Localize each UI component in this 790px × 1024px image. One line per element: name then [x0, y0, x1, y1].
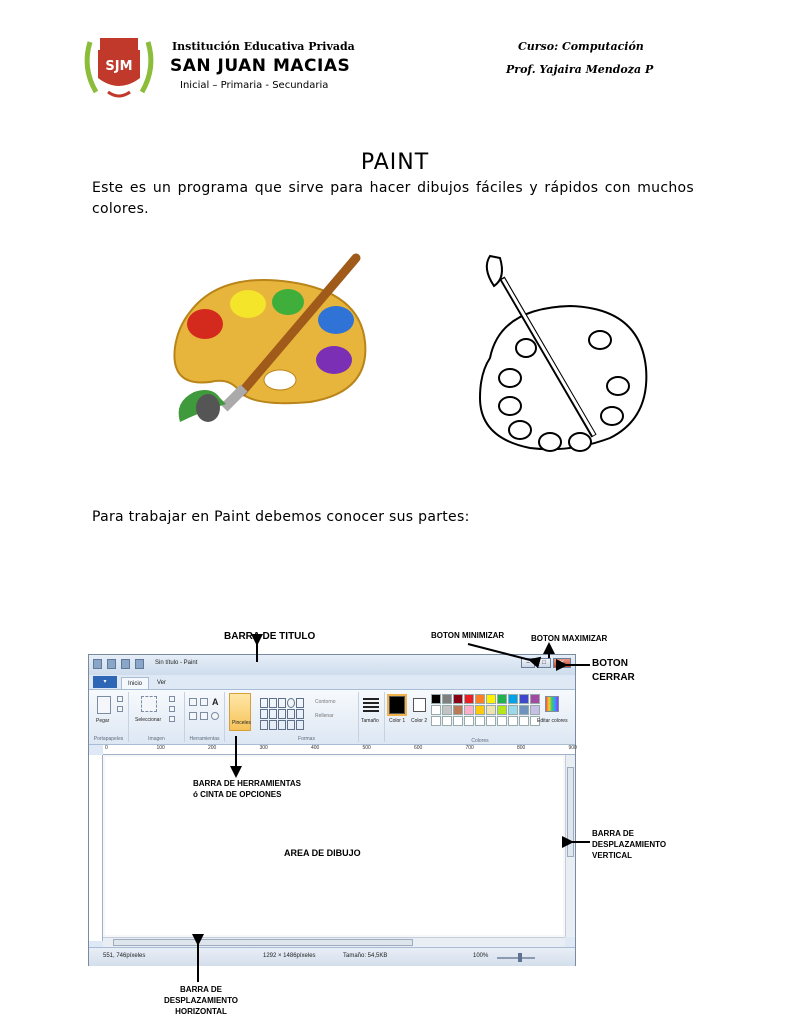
- vertical-ruler: [89, 755, 103, 941]
- label-toolbar-line2: ó CINTA DE OPCIONES: [193, 790, 282, 799]
- copy-icon[interactable]: [117, 706, 123, 712]
- group-portapapeles: [89, 692, 129, 742]
- status-bar: [89, 947, 575, 966]
- file-menu-button[interactable]: ▾: [93, 676, 117, 688]
- color2-label[interactable]: Color 2: [411, 718, 428, 724]
- palette-swatch[interactable]: [497, 694, 507, 704]
- redo-icon[interactable]: [135, 659, 144, 669]
- ruler-mark: 400: [311, 745, 320, 751]
- ruler-mark: 800: [517, 745, 526, 751]
- color-palette[interactable]: [431, 694, 540, 726]
- palette-swatch-empty[interactable]: [475, 716, 485, 726]
- group-size: [359, 692, 385, 742]
- paste-button-label[interactable]: Pegar: [96, 718, 110, 724]
- palette-swatch[interactable]: [519, 705, 529, 715]
- color1-label[interactable]: Color 1: [389, 718, 406, 724]
- close-button[interactable]: ✕: [553, 658, 571, 668]
- institution-type: Institución Educativa Privada: [172, 40, 355, 53]
- logo-text: SJM: [105, 59, 133, 74]
- ruler-mark: 900: [568, 745, 577, 751]
- palette-swatch[interactable]: [442, 694, 452, 704]
- window-controls: [521, 658, 571, 668]
- group-herramientas: [185, 692, 225, 742]
- rotate-icon[interactable]: [169, 716, 175, 722]
- palette-swatch-empty[interactable]: [431, 716, 441, 726]
- palette-swatch[interactable]: [431, 694, 441, 704]
- palette-swatch[interactable]: [508, 694, 518, 704]
- paint-window: [88, 654, 576, 966]
- image-dimensions: 1292 × 1486píxeles: [263, 953, 316, 959]
- palette-swatch[interactable]: [486, 694, 496, 704]
- school-logo: [80, 34, 158, 100]
- label-maximize: BOTON MAXIMIZAR: [531, 634, 608, 643]
- palette-swatch[interactable]: [497, 705, 507, 715]
- group-label-formas: Formas: [298, 736, 315, 742]
- label-hscroll-line2: HORIZONTAL: [175, 1007, 227, 1016]
- paste-icon[interactable]: [97, 696, 111, 714]
- ruler-mark: 300: [259, 745, 268, 751]
- horizontal-scrollbar-thumb[interactable]: [113, 939, 413, 946]
- group-formas: [255, 692, 359, 742]
- palette-swatch[interactable]: [475, 705, 485, 715]
- palette-swatch[interactable]: [530, 705, 540, 715]
- paint-app-icon: [93, 659, 102, 669]
- zoom-level: 100%: [473, 953, 489, 959]
- color-palette-image: [160, 252, 370, 432]
- group-label-portapapeles: Portapapeles: [93, 736, 124, 742]
- file-size: Tamaño: 54,5KB: [343, 953, 388, 959]
- outline-button[interactable]: Contorno: [315, 699, 336, 705]
- tab-inicio[interactable]: Inicio: [121, 677, 149, 689]
- undo-icon[interactable]: [121, 659, 130, 669]
- palette-swatch[interactable]: [519, 694, 529, 704]
- label-vertical-scrollbar: [592, 828, 666, 861]
- label-horizontal-scrollbar: [146, 984, 256, 1017]
- label-vscroll-line3: VERTICAL: [592, 851, 632, 860]
- title-bar[interactable]: [89, 655, 575, 675]
- label-minimize: BOTON MINIMIZAR: [431, 631, 505, 640]
- resize-icon[interactable]: [169, 706, 175, 712]
- minimize-button[interactable]: –: [521, 658, 535, 668]
- label-title-bar: BARRA DE TITULO: [224, 631, 316, 642]
- palette-swatch[interactable]: [464, 705, 474, 715]
- label-vscroll-line2: DESPLAZAMIENTO: [592, 840, 667, 849]
- palette-swatch-empty[interactable]: [519, 716, 529, 726]
- page-title: PAINT: [360, 150, 430, 175]
- brushes-button[interactable]: [229, 693, 251, 731]
- intro-paragraph: Este es un programa que sirve para hacer dibujos fáciles y rápidos con muchos colores.: [92, 180, 694, 217]
- color2-swatch[interactable]: [413, 698, 426, 712]
- cut-icon[interactable]: [117, 696, 123, 702]
- size-icon[interactable]: [363, 698, 379, 712]
- group-label-imagen: Imagen: [148, 736, 165, 742]
- ribbon-tabs: [89, 675, 575, 689]
- eraser-icon[interactable]: [189, 712, 197, 720]
- shapes-gallery[interactable]: [260, 698, 304, 732]
- maximize-button[interactable]: □: [537, 658, 551, 668]
- teacher-label: Prof. Yajaira Mendoza P: [506, 63, 654, 76]
- zoom-slider-knob[interactable]: [518, 953, 522, 962]
- palette-swatch[interactable]: [431, 705, 441, 715]
- label-hscroll-line1: BARRA DE DESPLAZAMIENTO: [163, 985, 239, 1005]
- ruler-mark: 500: [362, 745, 371, 751]
- quick-access-toolbar: [93, 659, 144, 669]
- label-close: [592, 657, 635, 685]
- save-icon[interactable]: [107, 659, 116, 669]
- zoom-slider[interactable]: [497, 957, 535, 959]
- ruler-mark: 200: [208, 745, 217, 751]
- palette-swatch-empty[interactable]: [486, 716, 496, 726]
- palette-swatch[interactable]: [453, 694, 463, 704]
- select-button-label[interactable]: Seleccionar: [135, 717, 162, 723]
- group-imagen: [129, 692, 185, 742]
- size-button-label[interactable]: Tamaño: [361, 718, 379, 724]
- course-label: Curso: Computación: [518, 40, 644, 53]
- palette-swatch-empty[interactable]: [453, 716, 463, 726]
- group-label-herramientas: Herramientas: [189, 736, 220, 742]
- school-name: SAN JUAN MACIAS: [170, 56, 351, 76]
- ruler-mark: 0: [105, 745, 108, 751]
- palette-swatch-empty[interactable]: [442, 716, 452, 726]
- edit-colors-button[interactable]: Editar colores: [537, 718, 568, 724]
- palette-swatch[interactable]: [486, 705, 496, 715]
- text-tool-icon[interactable]: A: [212, 697, 219, 707]
- group-label-colores: Colores: [471, 738, 489, 744]
- window-title: Sin título - Paint: [155, 660, 198, 666]
- edit-colors-icon[interactable]: [545, 696, 559, 712]
- ruler-mark: 100: [156, 745, 165, 751]
- palette-swatch[interactable]: [442, 705, 452, 715]
- bw-palette-image: [470, 248, 655, 470]
- horizontal-scrollbar[interactable]: [103, 937, 565, 947]
- parts-paragraph: Para trabajar en Paint debemos conocer sus partes:: [92, 509, 470, 525]
- palette-swatch-empty[interactable]: [508, 716, 518, 726]
- magnifier-icon[interactable]: [211, 712, 219, 720]
- label-drawing-area: AREA DE DIBUJO: [284, 848, 361, 858]
- palette-swatch[interactable]: [508, 705, 518, 715]
- palette-swatch[interactable]: [530, 694, 540, 704]
- label-vscroll-line1: BARRA DE: [592, 829, 634, 838]
- fill-button[interactable]: Rellenar: [315, 713, 334, 719]
- cursor-position: 551, 746píxeles: [103, 953, 146, 959]
- ruler-mark: 600: [414, 745, 423, 751]
- label-close-line2: CERRAR: [592, 672, 635, 683]
- school-levels: Inicial – Primaria - Secundaria: [180, 80, 329, 91]
- ruler-mark: 700: [465, 745, 474, 751]
- brushes-button-label: Pinceles: [232, 720, 251, 726]
- vertical-scrollbar-thumb[interactable]: [567, 767, 574, 857]
- ribbon: [89, 689, 575, 745]
- label-toolbar-line1: BARRA DE HERRAMIENTAS: [193, 779, 301, 788]
- label-toolbar: [193, 778, 301, 800]
- label-close-line1: BOTON: [592, 658, 628, 669]
- horizontal-ruler: [103, 745, 575, 755]
- palette-swatch[interactable]: [453, 705, 463, 715]
- palette-swatch[interactable]: [464, 694, 474, 704]
- tab-ver[interactable]: Ver: [157, 680, 167, 686]
- crop-icon[interactable]: [169, 696, 175, 702]
- color-picker-icon[interactable]: [200, 712, 208, 720]
- palette-swatch-empty[interactable]: [464, 716, 474, 726]
- palette-swatch-empty[interactable]: [497, 716, 507, 726]
- palette-swatch[interactable]: [475, 694, 485, 704]
- select-icon[interactable]: [141, 696, 157, 712]
- color1-swatch[interactable]: [389, 696, 405, 714]
- vertical-scrollbar[interactable]: [565, 755, 575, 937]
- pencil-icon[interactable]: [189, 698, 197, 706]
- fill-icon[interactable]: [200, 698, 208, 706]
